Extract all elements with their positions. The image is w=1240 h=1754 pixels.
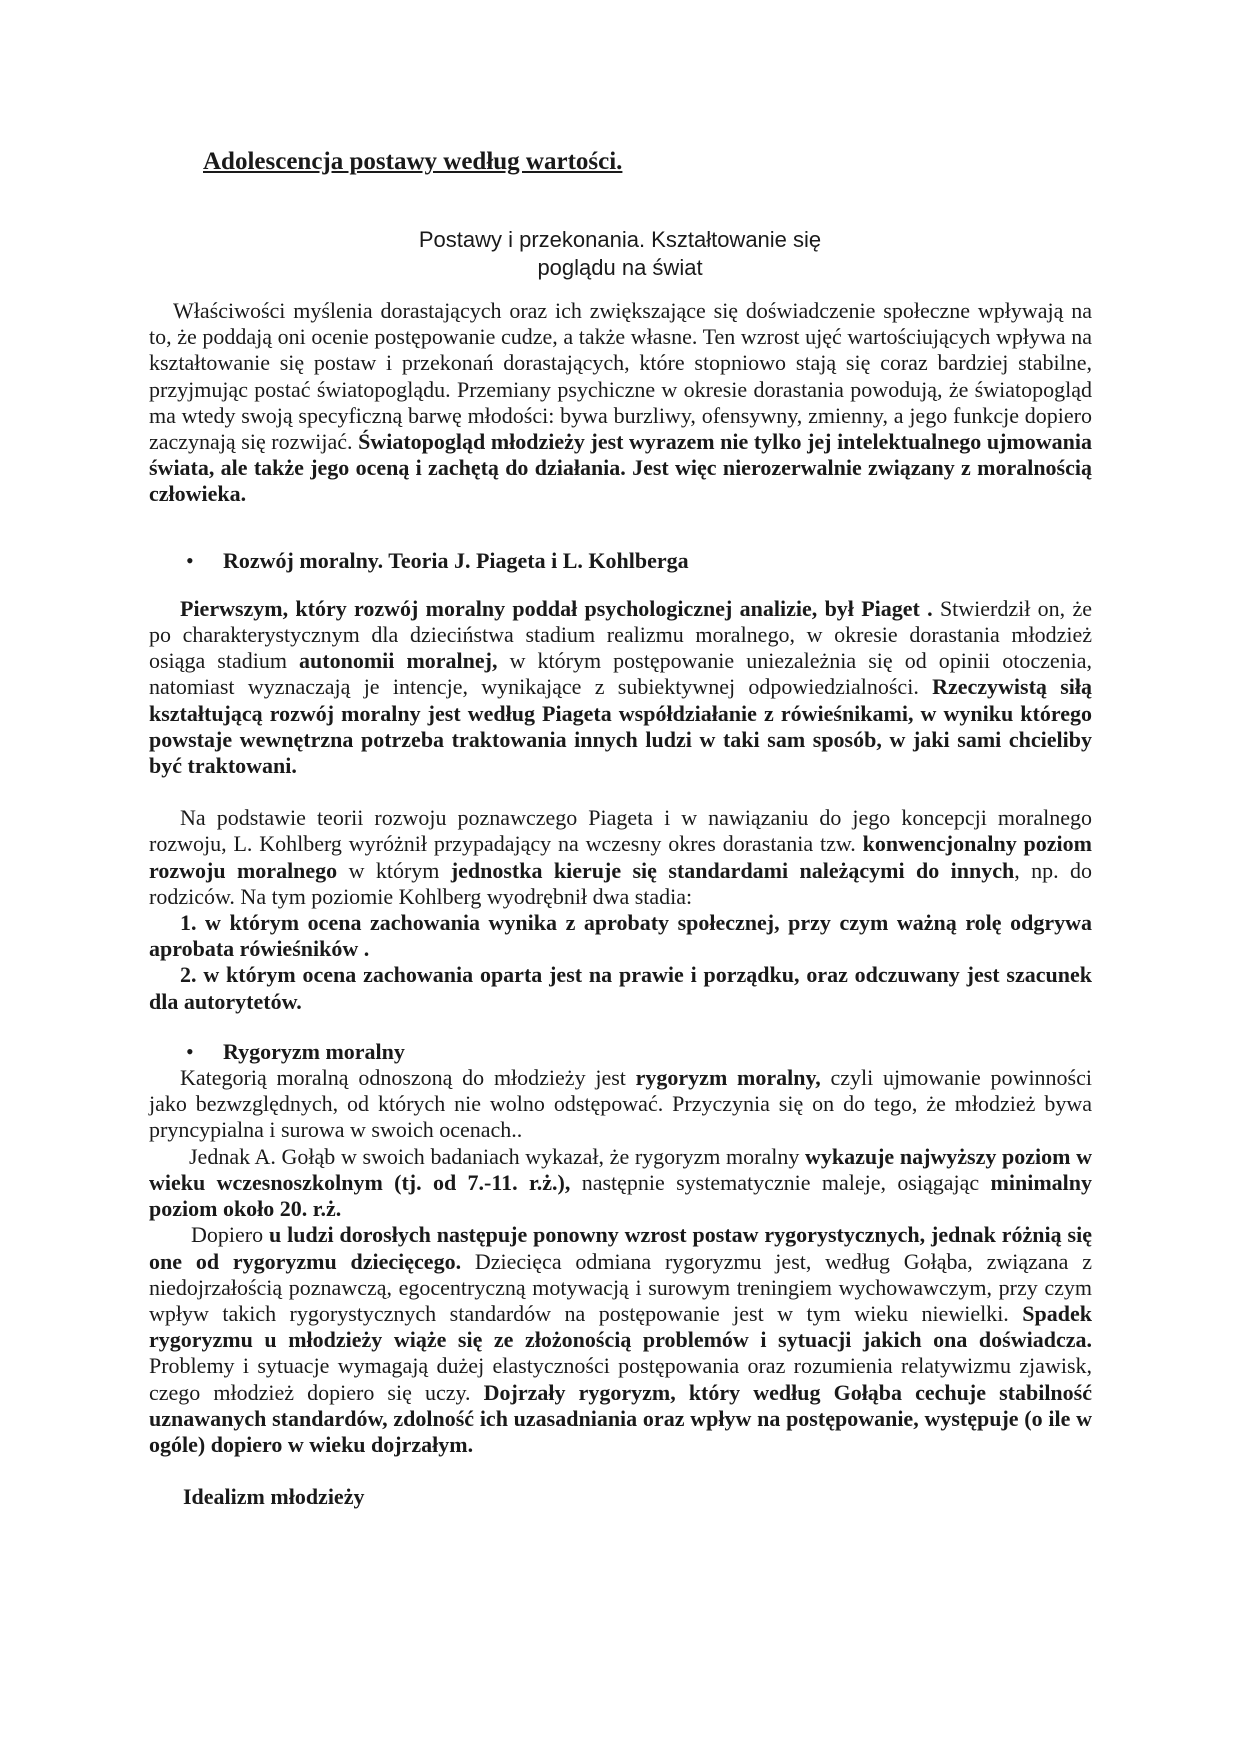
paragraph-text: Stwierdził on, że po charakterystycznym dla dzieciństwa stadium realizmu moralnego, w okresie dorastania młodzież osiąga stadium	[149, 595, 1092, 674]
paragraph-text: Właściwości myślenia dorastających oraz ich zwiększające się doświadczenie społeczne wpływają na to, że poddają oni ocenie postępowanie cudze, a także własne. Ten wzrost ujęć wartościujących wpływa na kształtowanie się postaw i przekonań dorastających, które stopniowo stają się coraz bardziej stabilne, przyjmując postać światopoglądu. Przemiany psychiczne w okresie dorastania powodują, że światopogląd ma wtedy swoją specyficzną barwę młodości: bywa burzliwy, ofensywny, zmienny, a jego funkcje dopiero zaczynają się rozwijać.	[149, 298, 1092, 455]
paragraph-golab	[149, 1144, 1092, 1223]
subtitle-line-2: poglądu na świat	[537, 255, 703, 280]
paragraph-bold-text: u ludzi dorosłych następuje ponowny wzrost postaw rygorystycznych, jednak różnią się one od rygoryzmu dziecięcego.	[149, 1222, 1092, 1274]
bullet-heading-text: Rozwój moralny. Teoria J. Piageta i L. Kohlberga	[223, 547, 689, 573]
bullet-heading-rigorism	[149, 1039, 1092, 1065]
section-heading-idealism: Idealizm młodzieży	[183, 1484, 365, 1510]
paragraph-bold-text: autonomii moralnej,	[299, 648, 498, 674]
document-subtitle	[300, 226, 940, 282]
paragraph-text: czyli ujmowanie powinności jako bezwzględnych, od których nie wolno odstępować. Przyczynia się on do tego, że młodzież bywa pryncypialna i surowa w swoich ocenach..	[149, 1065, 1092, 1143]
paragraph-bold-text: minimalny poziom około 20. r.ż.	[149, 1169, 1092, 1222]
paragraph-text: Jednak A. Gołąb w swoich badaniach wykazał, że rygoryzm moralny	[189, 1143, 805, 1169]
paragraph-text: w którym	[337, 857, 451, 883]
paragraph-bold-text: Światopogląd młodzieży jest wyrazem nie tylko jej intelektualnego ujmowania świata, ale także jego oceną i zachętą do działania. Jest więc nierozerwalnie związany z moralnością człowieka.	[149, 429, 1092, 507]
paragraph-bold-text: rygoryzm moralny,	[635, 1065, 821, 1091]
paragraph-text: w którym postępowanie uniezależnia się od opinii otoczenia, natomiast wyznaczają je intencje, wynikające z subiektywnej odpowiedzialności.	[149, 648, 1093, 700]
paragraph-bold-text: Dojrzały rygoryzm, który według Gołąba cechuje stabilność uznawanych standardów, zdolność ich uzasadniania oraz wpływ na postępowanie, występuje (o ile w ogóle) dopiero w wieku dojrzałym.	[149, 1379, 1092, 1457]
paragraph-rigorism-category	[149, 1065, 1092, 1144]
paragraph-text: Kategorią moralną odnoszoną do młodzieży jest	[180, 1065, 636, 1091]
paragraph-bold-text: wykazuje najwyższy poziom w wieku wczesnoszkolnym (tj. od 7.-11. r.ż.),	[149, 1143, 1092, 1195]
paragraph-worldview	[149, 298, 1092, 508]
paragraph-bold-text: Spadek rygoryzmu u młodzieży wiąże się ze złożonością problemów i sytuacji jakich ona doświadcza.	[149, 1300, 1092, 1353]
paragraph-text: , np. do rodziców. Na tym poziomie Kohlberg wyodrębnił dwa stadia:	[149, 857, 1092, 909]
paragraph-adult-rigorism	[149, 1222, 1092, 1458]
stage-2: 2. w którym ocena zachowania oparta jest na prawie i porządku, oraz odczuwany jest szacunek dla autorytetów.	[149, 962, 1092, 1014]
paragraph-text: Dziecięca odmiana rygoryzmu jest, według Gołąba, związana z niedojrzałością poznawczą, egocentryczną motywacją i surowym treningiem wychowawczym, przy czym wpływ takich rygorystycznych standardów na postępowanie jest w tym wieku niewielki.	[149, 1248, 1092, 1326]
bullet-icon: •	[186, 1038, 194, 1064]
bullet-icon: •	[186, 547, 194, 573]
paragraph-bold-text: jednostka kieruje się standardami należącymi do innych	[450, 857, 1015, 883]
subtitle-line-1: Postawy i przekonania. Kształtowanie się	[418, 227, 822, 252]
document-title: Adolescencja postawy według wartości.	[203, 148, 623, 175]
paragraph-bold-text: konwencjonalny poziom rozwoju moralnego	[149, 831, 1092, 883]
document-body	[149, 298, 1092, 1510]
stage-1: 1. w którym ocena zachowania wynika z aprobaty społecznej, przy czym ważną rolę odgrywa aprobata rówieśników .	[149, 910, 1092, 962]
paragraph-text: Dopiero	[191, 1222, 270, 1248]
paragraph-text: następnie systematycznie maleje, osiągając	[570, 1169, 991, 1195]
paragraph-kohlberg	[149, 805, 1092, 910]
paragraph-text: Na podstawie teorii rozwoju poznawczego Piageta i w nawiązaniu do jego koncepcji moralnego rozwoju, L. Kohlberg wyróżnił przypadający na wczesny okres dorastania tzw.	[149, 805, 1092, 857]
paragraph-bold-text: Rzeczywistą siłą kształtującą rozwój moralny jest według Piageta współdziałanie z rówieśnikami, w wyniku którego powstaje wewnętrzna potrzeba traktowania innych ludzi w taki sam sposób, w jaki sami chcieliby być traktowani.	[149, 674, 1092, 779]
paragraph-bold-text: Pierwszym, który rozwój moralny poddał psychologicznej analizie, był Piaget .	[180, 595, 933, 621]
bullet-heading-text: Rygoryzm moralny	[223, 1038, 405, 1064]
bullet-heading-moral-development	[149, 548, 1092, 574]
paragraph-text: Problemy i sytuacje wymagają dużej elastyczności postępowania oraz rozumienia relatywizmu zjawisk, czego młodzież dopiero się uczy.	[149, 1353, 1092, 1405]
paragraph-piaget	[149, 596, 1092, 779]
